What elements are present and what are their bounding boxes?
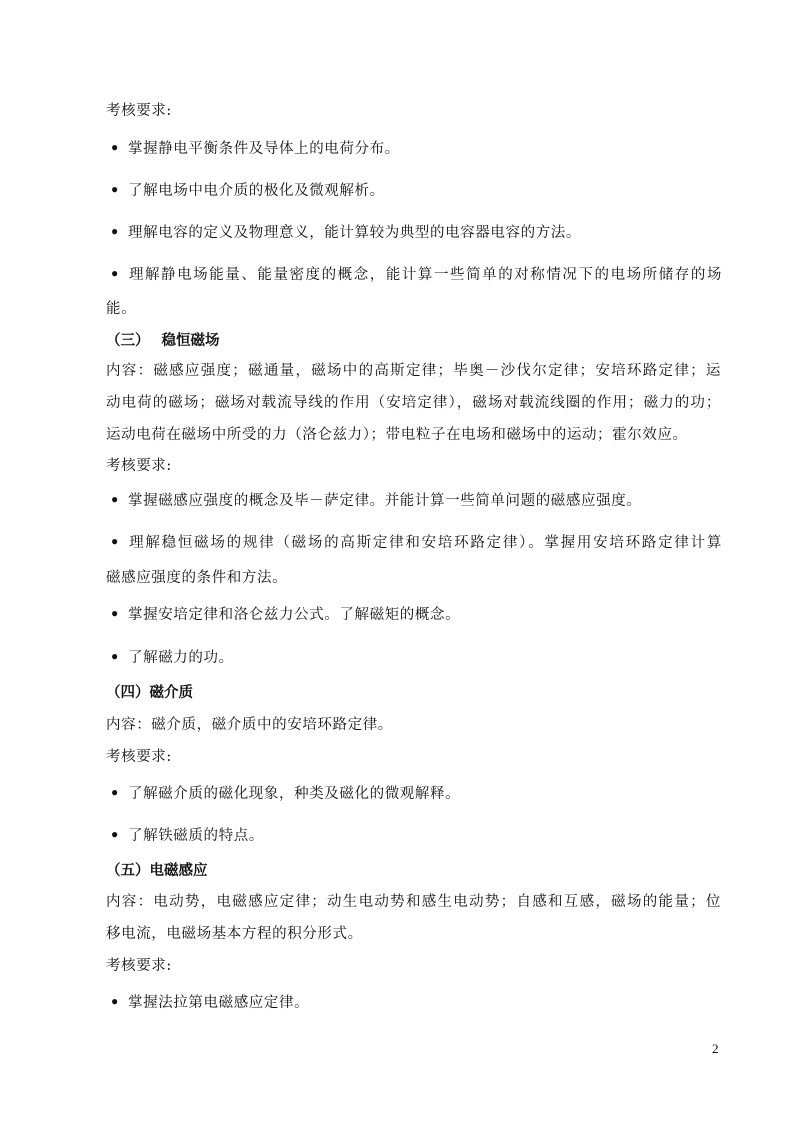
bullet-icon: • bbox=[110, 492, 120, 509]
content-paragraph-line: 内容：磁感应强度；磁通量，磁场中的高斯定律；毕奥－沙伐尔定律；安培环路定律；运 bbox=[106, 363, 721, 379]
section-heading: （四）磁介质 bbox=[106, 685, 193, 701]
content-paragraph-line: 动电荷的磁场；磁场对载流导线的作用（安培定律），磁场对载流线圈的作用；磁力的功； bbox=[106, 395, 721, 411]
bullet-icon: • bbox=[110, 266, 120, 283]
list-item-text: 掌握静电平衡条件及导体上的电荷分布。 bbox=[128, 141, 400, 157]
list-item bbox=[110, 139, 722, 159]
list-item-text: 理解电容的定义及物理意义，能计算较为典型的电容器电容的方法。 bbox=[128, 225, 581, 241]
list-item-text: 了解铁磁质的特点。 bbox=[128, 828, 264, 844]
list-item bbox=[110, 181, 722, 201]
bullet-icon: • bbox=[110, 534, 120, 551]
list-item-text: 掌握法拉第电磁感应定律。 bbox=[128, 995, 310, 1011]
list-item bbox=[110, 223, 722, 243]
section-heading: （五）电磁感应 bbox=[106, 863, 208, 879]
bullet-icon: • bbox=[110, 606, 120, 623]
content-paragraph-line: 内容：磁介质，磁介质中的安培环路定律。 bbox=[106, 717, 393, 733]
content-paragraph-line: 内容：电动势，电磁感应定律；动生电动势和感生电动势；自感和互感，磁场的能量；位 bbox=[106, 894, 721, 910]
bullet-icon: • bbox=[110, 140, 120, 157]
bullet-icon: • bbox=[110, 994, 120, 1011]
list-item-continuation: 能。 bbox=[106, 301, 137, 317]
section-heading bbox=[106, 331, 220, 351]
requirements-label: 考核要求: bbox=[106, 103, 172, 119]
list-item bbox=[110, 265, 722, 285]
list-item-text: 了解磁力的功。 bbox=[128, 650, 234, 666]
content-paragraph-line: 运动电荷在磁场中所受的力（洛仑兹力）；带电粒子在电场和磁场中的运动；霍尔效应。 bbox=[106, 427, 688, 443]
requirements-label: 考核要求: bbox=[106, 749, 172, 765]
list-item-continuation: 磁感应强度的条件和方法。 bbox=[106, 570, 288, 586]
bullet-icon: • bbox=[110, 224, 120, 241]
section-number: （三） bbox=[106, 333, 150, 349]
requirements-label: 考核要求: bbox=[106, 458, 172, 474]
list-item-text: 理解静电场能量、能量密度的概念，能计算一些简单的对称情况下的电场所储存的场 bbox=[128, 267, 722, 283]
bullet-icon: • bbox=[110, 182, 120, 199]
list-item bbox=[110, 491, 722, 511]
list-item-text: 理解稳恒磁场的规律（磁场的高斯定律和安培环路定律）。掌握用安培环路定律计算 bbox=[128, 535, 722, 551]
page-number: 2 bbox=[712, 1041, 719, 1056]
list-item-text: 了解电场中电介质的极化及微观解析。 bbox=[128, 183, 385, 199]
list-item bbox=[110, 826, 722, 846]
list-item-text: 掌握安培定律和洛仑兹力公式。了解磁矩的概念。 bbox=[128, 607, 461, 623]
bullet-icon: • bbox=[110, 827, 120, 844]
list-item bbox=[110, 605, 722, 625]
list-item-text: 了解磁介质的磁化现象，种类及磁化的微观解释。 bbox=[128, 786, 461, 802]
list-item bbox=[110, 784, 722, 804]
list-item-text: 掌握磁感应强度的概念及毕－萨定律。并能计算一些简单问题的磁感应强度。 bbox=[128, 493, 642, 509]
bullet-icon: • bbox=[110, 785, 120, 802]
bullet-icon: • bbox=[110, 649, 120, 666]
list-item bbox=[110, 648, 722, 668]
requirements-label: 考核要求: bbox=[106, 958, 172, 974]
list-item bbox=[110, 533, 722, 553]
list-item bbox=[110, 993, 722, 1013]
section-title: 稳恒磁场 bbox=[161, 333, 220, 349]
content-paragraph-line: 移电流，电磁场基本方程的积分形式。 bbox=[106, 926, 363, 942]
